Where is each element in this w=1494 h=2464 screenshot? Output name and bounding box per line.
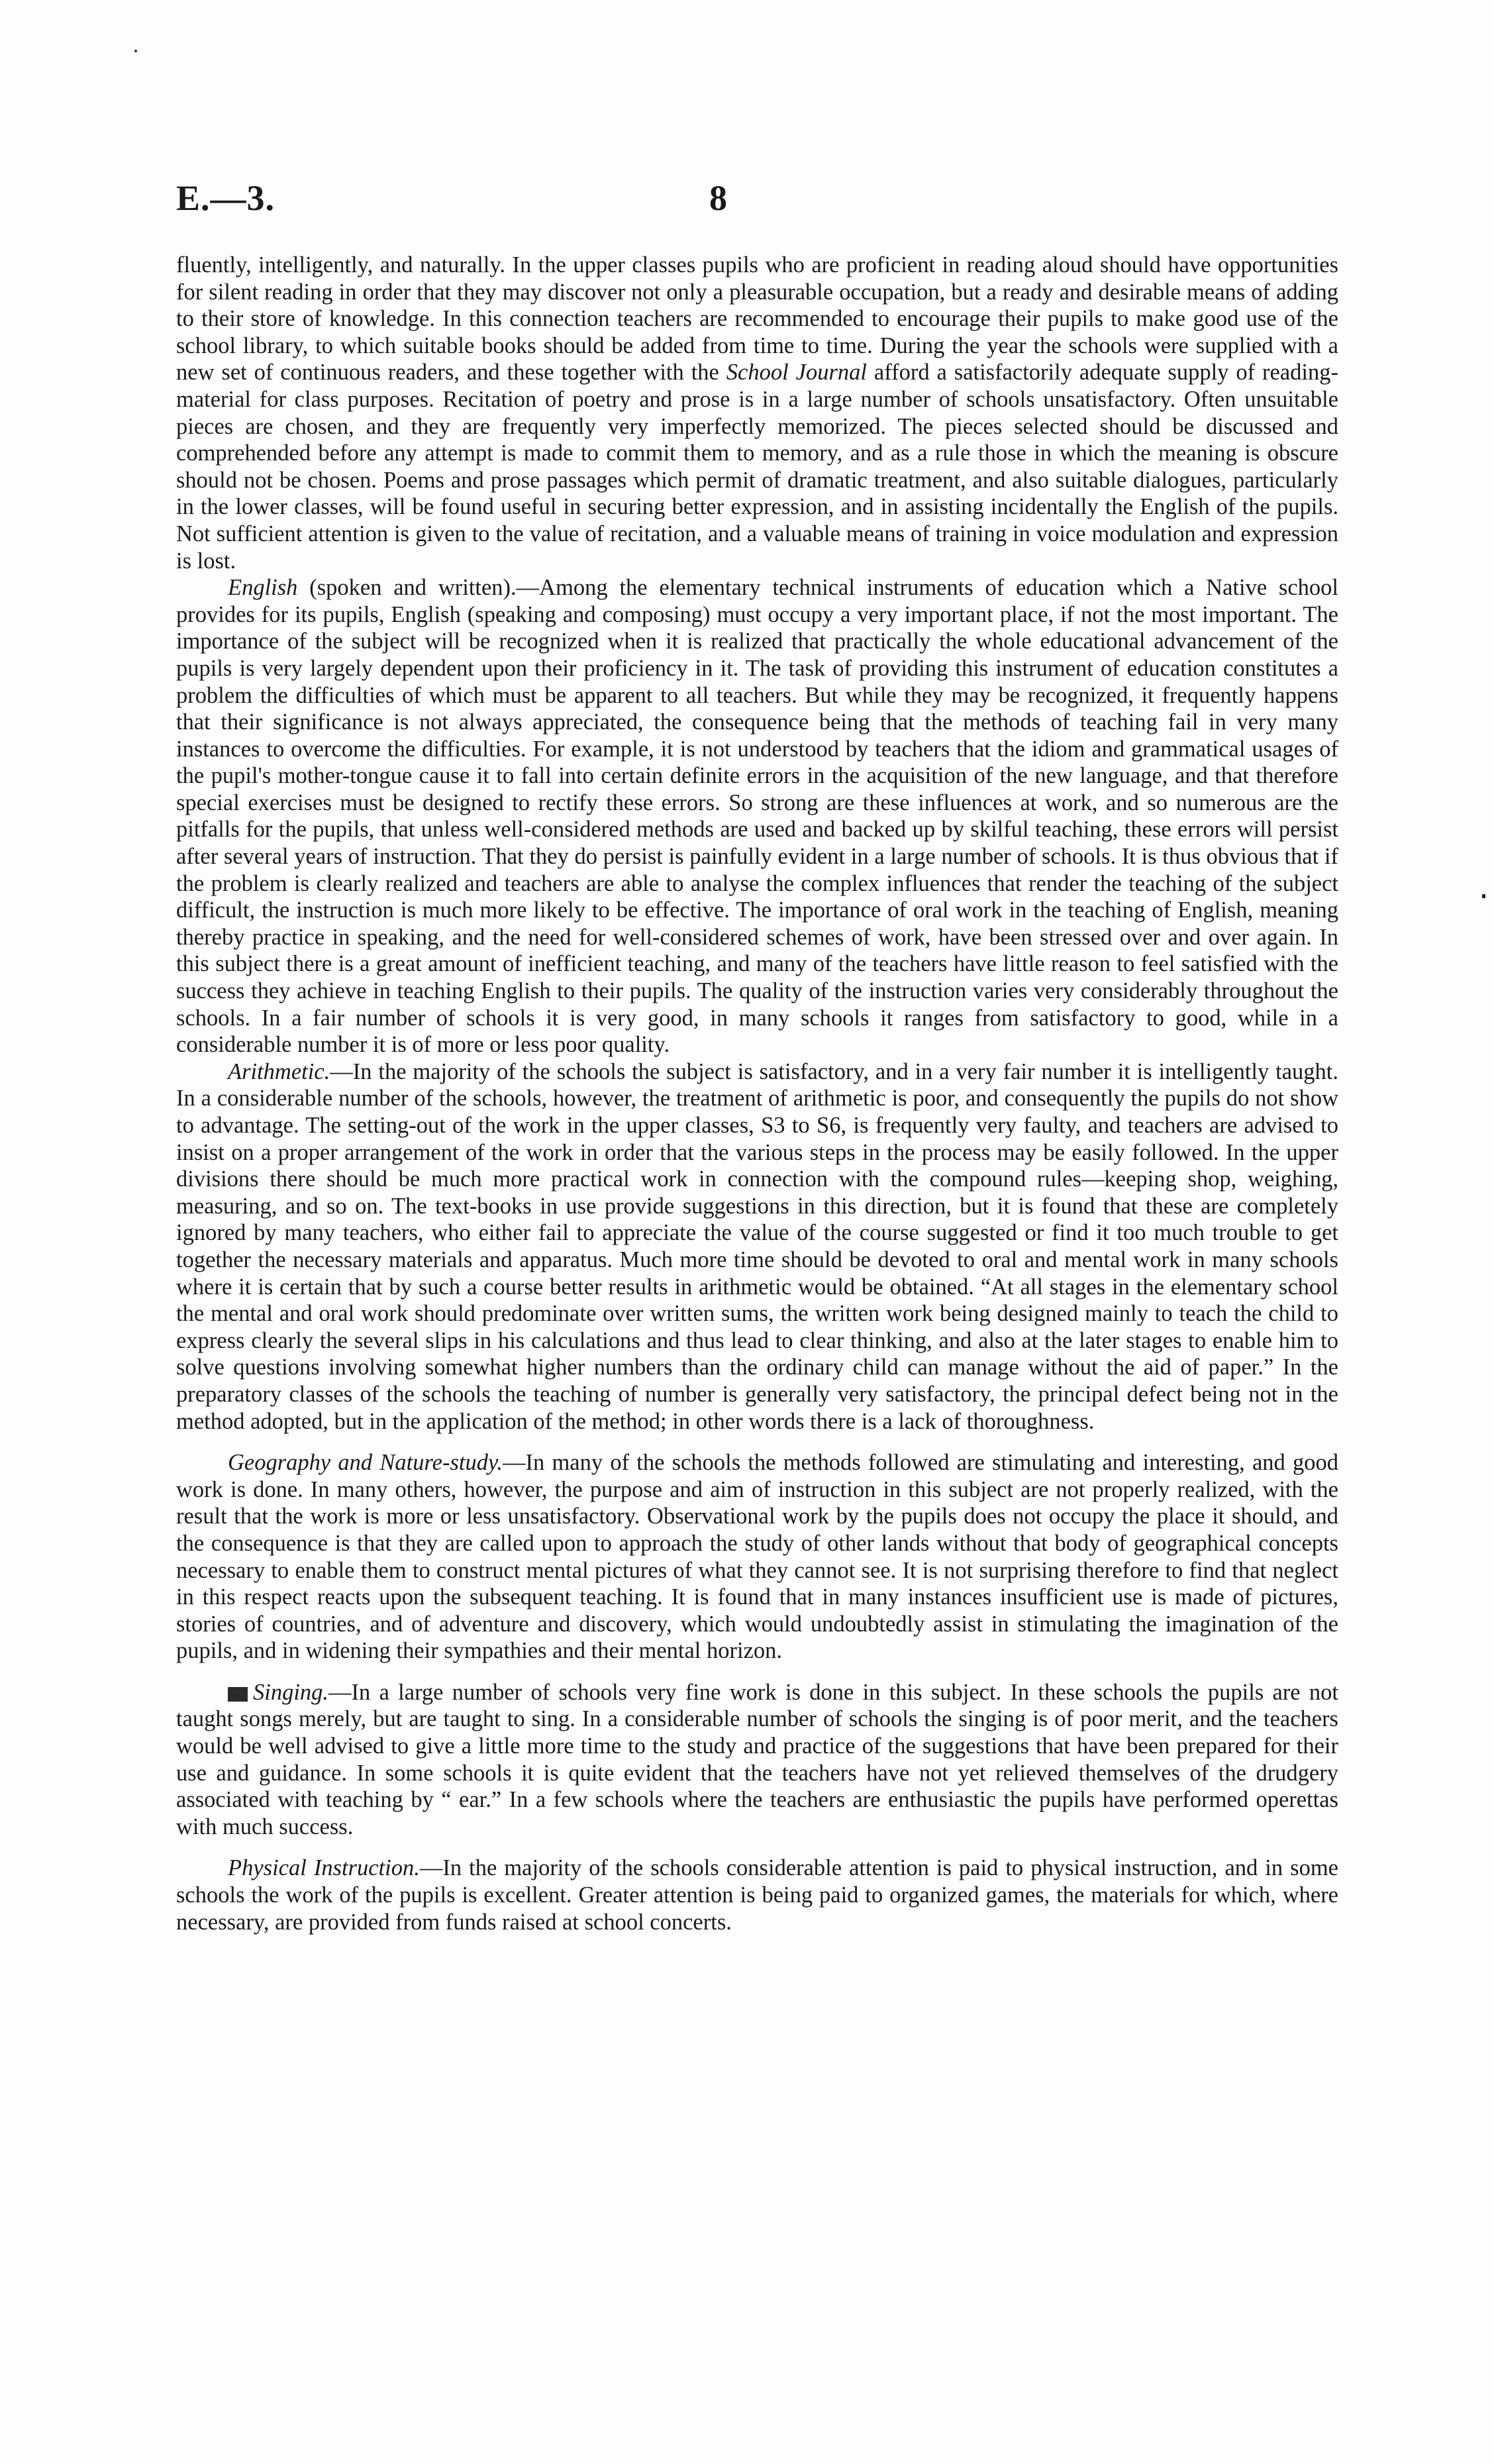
body-text xyxy=(176,252,1338,1935)
paragraph-text: afford a satisfactorily adequate supply of reading-material for class purposes. Recitation of poetry and prose is in a large number of schools unsatisfactory. Often unsuitable pieces are chosen, and they are frequently very imperfectly memorized. The pieces selected should be discussed and comprehended before any attempt is made to commit them to memory, and as a rule those in which the meaning is obscure should not be chosen. Poems and prose passages which permit of dramatic treatment, and also suitable dialogues, particularly in the lower classes, will be found useful in securing better expression, and in assisting incidentally the English of the pupils. Not sufficient attention is given to the value of recitation, and a valuable means of training in voice modulation and expression is lost. xyxy=(176,360,1338,574)
paragraph-reading xyxy=(176,252,1338,574)
paragraph-physical xyxy=(176,1855,1338,1935)
section-heading-arithmetic: Arithmetic. xyxy=(228,1058,330,1084)
ink-blot-mark xyxy=(228,1687,248,1702)
section-heading-physical: Physical Instruction. xyxy=(228,1855,420,1881)
section-heading-singing: Singing. xyxy=(253,1679,329,1705)
print-speck xyxy=(1482,894,1485,898)
print-speck xyxy=(134,50,137,52)
paragraph-english xyxy=(176,574,1338,1058)
paragraph-text: —In many of the schools the methods followed are stimulating and interesting, and good work is done. In many others, however, the purpose and aim of instruction in this subject are not properly realized, with the result that the work is more or less unsatisfactory. Observational work by the pupils does not occupy the place it should, and the consequence is that they are called upon to approach the study of other lands without that body of geographical concepts necessary to enable them to construct mental pictures of what they cannot see. It is not surprising therefore to find that neglect in this respect reacts upon the subsequent teaching. It is found that in many instances insufficient use is made of pictures, stories of countries, and of adventure and discovery, which would undoubtedly assist in stimulating the imagination of the pupils, and in widening their sympathies and their mental horizon. xyxy=(176,1450,1339,1664)
document-reference: E.—3. xyxy=(176,178,275,218)
section-heading-geography: Geography and Nature-study. xyxy=(228,1450,503,1476)
journal-title: School Journal xyxy=(726,360,867,385)
paragraph-arithmetic xyxy=(176,1058,1338,1435)
page-header xyxy=(176,178,1338,224)
paragraph-singing xyxy=(176,1679,1338,1841)
paragraph-text: —In the majority of the schools the subject is satisfactory, and in a very fair number it is intelligently taught. In a considerable number of the schools, however, the treatment of arithmetic is poor, and consequently the pupils do not show to advantage. The setting-out of the work in the upper classes, S3 to S6, is frequently very faulty, and teachers are advised to insist on a proper arrangement of the work in order that the various steps in the process may be easily followed. In the upper divisions there should be much more practical work in connection with the compound rules—keeping shop, weighing, measuring, and so on. The text-books in use provide suggestions in this direction, but it is found that these are completely ignored by many teachers, who either fail to appreciate the value of the course suggested or find it too much trouble to get together the necessary materials and apparatus. Much more time should be devoted to oral and mental work in many schools where it is certain that by such a course better results in arithmetic would be obtained. “At all stages in the elementary school the mental and oral work should predominate over written sums, the written work being designed mainly to teach the child to express clearly the several slips in his calculations and thus lead to clear thinking, and also at the later stages to enable him to solve questions involving somewhat higher numbers than the ordinary child can manage without the aid of paper.” In the preparatory classes of the schools the teaching of number is generally very satisfactory, the principal defect being not in the method adopted, but in the application of the method; in other words there is a lack of thoroughness. xyxy=(176,1058,1338,1434)
paragraph-text: —In the majority of the schools considerable attention is paid to physical instruction, and in some schools the work of the pupils is excellent. Greater attention is being paid to organized games, the materials for which, where necessary, are provided from funds raised at school concerts. xyxy=(176,1855,1338,1935)
paragraph-geography xyxy=(176,1449,1338,1665)
section-heading-english: English xyxy=(228,575,298,601)
paragraph-text: fluently, intelligently, and naturally. In the upper classes pupils who are proficient in reading aloud should have opportunities for silent reading in order that they may discover not only a pleasurable occupation, but a ready and desirable means of adding to their store of knowledge. In this connection teachers are recommended to encourage their pupils to make good use of the school library, to which suitable books should be added from time to time. During the year the schools were supplied with a new set of continuous readers, and these together with the xyxy=(176,252,1338,385)
paragraph-text: (spoken and written).—Among the elementary technical instruments of education which a Native school provides for its pupils, English (speaking and composing) must occupy a very important place, if not the most important. The importance of the subject will be recognized when it is realized that practically the whole educational advancement of the pupils is very largely dependent upon their proficiency in it. The task of providing this instrument of education constitutes a problem the difficulties of which must be apparent to all teachers. But while they may be recognized, it frequently happens that their significance is not always appreciated, the consequence being that the methods of teaching fail in very many instances to overcome the difficulties. For example, it is not understood by teachers that the idiom and grammatical usages of the pupil's mother-tongue cause it to fall into certain definite errors in the acquisition of the new language, and that therefore special exercises must be designed to rectify these errors. So strong are these influences at work, and so numerous are the pitfalls for the pupils, that unless well-considered methods are used and backed up by skilful teaching, these errors will persist after several years of instruction. That they do persist is painfully evident in a large number of schools. It is thus obvious that if the problem is clearly realized and teachers are able to analyse the complex influences that render the teaching of the subject difficult, the instruction is much more likely to be effective. The importance of oral work in the teaching of English, meaning thereby practice in speaking, and the need for well-considered schemes of work, have been stressed over and over again. In this subject there is a great amount of inefficient teaching, and many of the teachers have little reason to feel satisfied with the success they achieve in teaching English to their pupils. The quality of the instruction varies very considerably throughout the schools. In a fair number of schools it is very good, in many schools it ranges from satisfactory to good, while in a considerable number it is of more or less poor quality. xyxy=(176,575,1338,1058)
page-number: 8 xyxy=(709,178,727,218)
paragraph-text: —In a large number of schools very fine work is done in this subject. In these schools the pupils are not taught songs merely, but are taught to sing. In a considerable number of schools the singing is of poor merit, and the teachers would be well advised to give a little more time to the study and practice of the suggestions that have been prepared for their use and guidance. In some schools it is quite evident that the teachers have not yet relieved themselves of the drudgery associated with teaching by “ ear.” In a few schools where the teachers are enthusiastic the pupils have performed operettas with much success. xyxy=(176,1679,1338,1839)
